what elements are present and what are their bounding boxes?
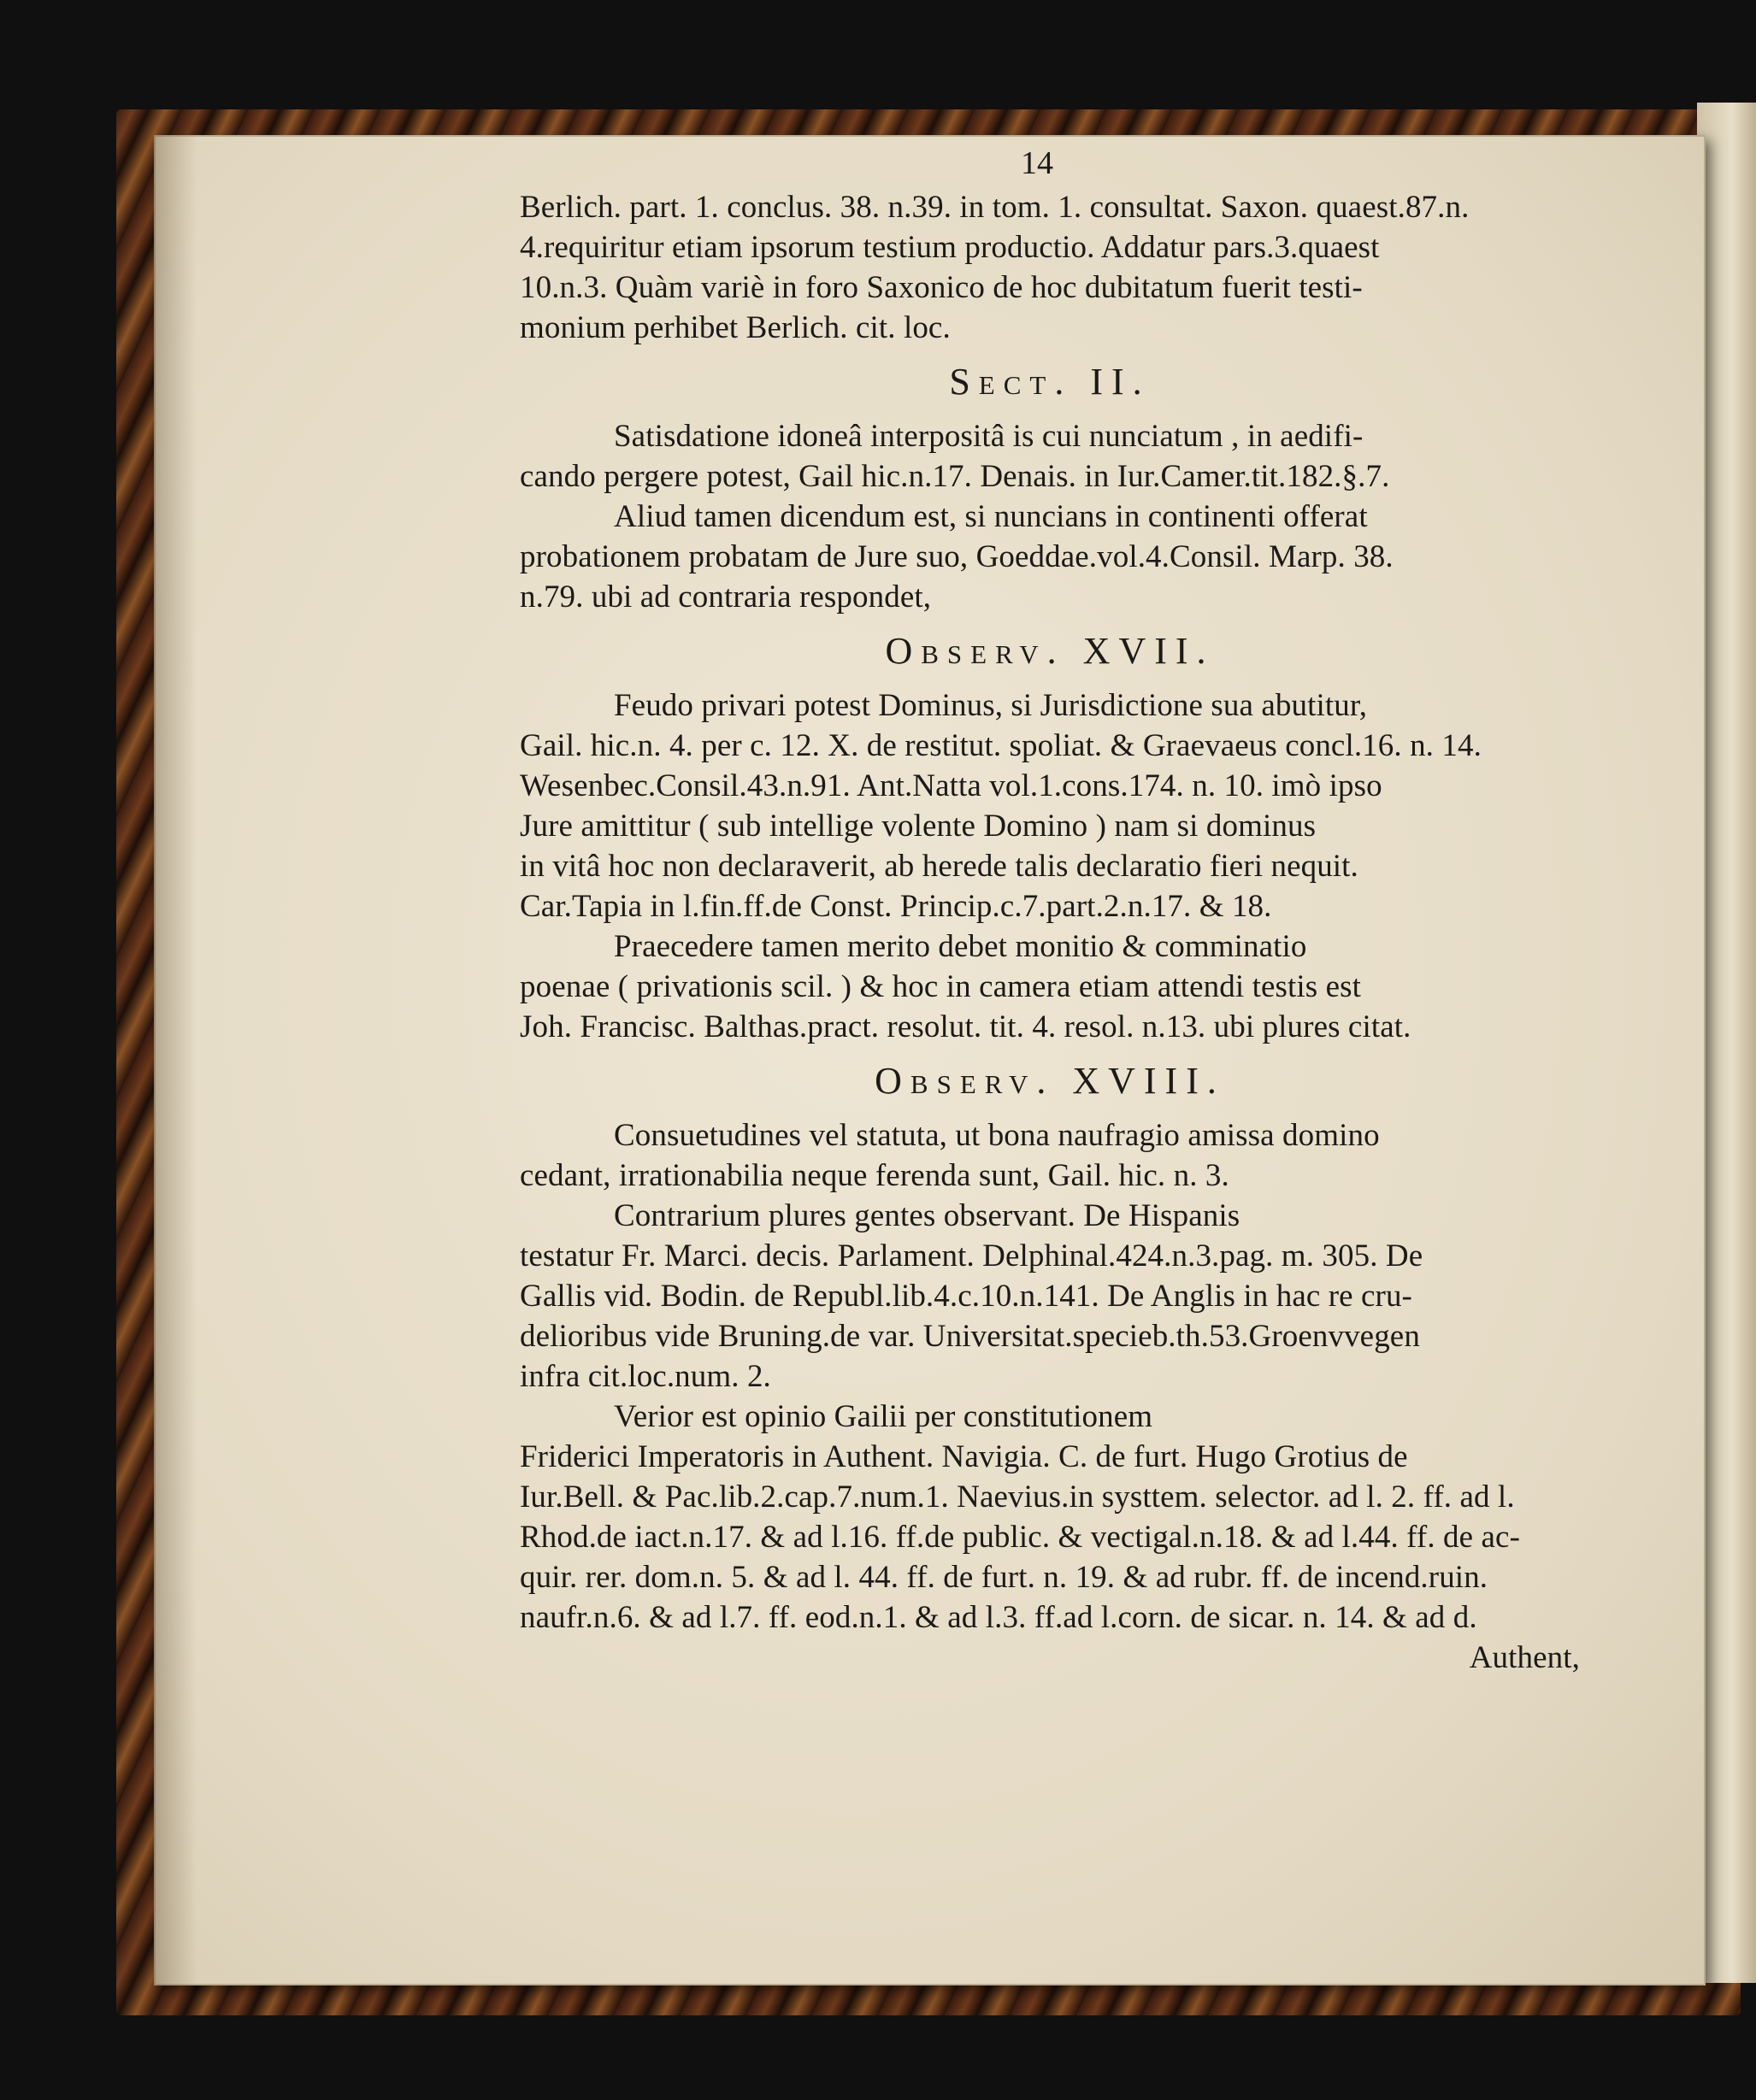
text-line: Berlich. part. 1. conclus. 38. n.39. in tom. 1. consultat. Saxon. quaest.87.n. bbox=[520, 190, 1470, 225]
text-line: Verior est opinio Gailii per constitutionem bbox=[614, 1399, 1153, 1434]
page-gutter-shadow bbox=[154, 135, 197, 1985]
text-line: Consuetudines vel statuta, ut bona naufragio amissa domino bbox=[614, 1118, 1380, 1153]
facing-page-edge bbox=[1697, 103, 1756, 1983]
text-line: Wesenbec.Consil.43.n.91. Ant.Natta vol.1.cons.174. n. 10. imò ipso bbox=[520, 768, 1382, 803]
text-line: 4.requiritur etiam ipsorum testium productio. Addatur pars.3.quaest bbox=[520, 230, 1380, 265]
text-line: Gallis vid. Bodin. de Republ.lib.4.c.10.n.141. De Anglis in hac re cru- bbox=[520, 1279, 1412, 1314]
text-line: Rhod.de iact.n.17. & ad l.16. ff.de public. & vectigal.n.18. & ad l.44. ff. de ac- bbox=[520, 1520, 1520, 1555]
text-body bbox=[520, 187, 1580, 1678]
text-line: cedant, irrationabilia neque ferenda sunt, Gail. hic. n. 3. bbox=[520, 1158, 1229, 1193]
text-line: n.79. ubi ad contraria respondet, bbox=[520, 579, 932, 615]
text-line: 10.n.3. Quàm variè in foro Saxonico de hoc dubitatum fuerit testi- bbox=[520, 270, 1363, 305]
text-line: Satisdatione idoneâ interpositâ is cui nunciatum , in aedifi- bbox=[614, 419, 1364, 454]
text-line: monium perhibet Berlich. cit. loc. bbox=[520, 310, 951, 345]
text-line: Car.Tapia in l.fin.ff.de Const. Princip.c.7.part.2.n.17. & 18. bbox=[520, 889, 1272, 924]
text-line: Gail. hic.n. 4. per c. 12. X. de restitut. spoliat. & Graevaeus concl.16. n. 14. bbox=[520, 728, 1482, 763]
section-heading: Observ. XVIII. bbox=[875, 1060, 1225, 1102]
section-heading: Observ. XVII. bbox=[885, 630, 1215, 672]
text-line: in vitâ hoc non declaraverit, ab herede talis declaratio fieri nequit. bbox=[520, 849, 1358, 884]
page-number: 14 bbox=[1021, 145, 1053, 181]
text-line: Jure amittitur ( sub intellige volente Domino ) nam si dominus bbox=[520, 809, 1317, 844]
text-line: cando pergere potest, Gail hic.n.17. Denais. in Iur.Camer.tit.182.§.7. bbox=[520, 459, 1390, 494]
text-line: naufr.n.6. & ad l.7. ff. eod.n.1. & ad l.3. ff.ad l.corn. de sicar. n. 14. & ad d. bbox=[520, 1600, 1477, 1635]
catchword: Authent, bbox=[1469, 1640, 1580, 1675]
text-line: Feudo privari potest Dominus, si Jurisdictione sua abutitur, bbox=[614, 688, 1368, 723]
text-line: Joh. Francisc. Balthas.pract. resolut. tit. 4. resol. n.13. ubi plures citat. bbox=[520, 1009, 1411, 1044]
text-line: testatur Fr. Marci. decis. Parlament. Delphinal.424.n.3.pag. m. 305. De bbox=[520, 1238, 1423, 1274]
text-line: Iur.Bell. & Pac.lib.2.cap.7.num.1. Naevius.in systtem. selector. ad l. 2. ff. ad l. bbox=[520, 1479, 1515, 1515]
text-line: probationem probatam de Jure suo, Goeddae.vol.4.Consil. Marp. 38. bbox=[520, 539, 1394, 574]
text-line: quir. rer. dom.n. 5. & ad l. 44. ff. de furt. n. 19. & ad rubr. ff. de incend.ruin. bbox=[520, 1560, 1488, 1595]
text-line: Friderici Imperatoris in Authent. Navigia. C. de furt. Hugo Grotius de bbox=[520, 1439, 1408, 1474]
text-line: Contrarium plures gentes observant. De Hispanis bbox=[614, 1198, 1240, 1233]
text-line: Aliud tamen dicendum est, si nuncians in continenti offerat bbox=[614, 499, 1368, 534]
text-line: infra cit.loc.num. 2. bbox=[520, 1359, 771, 1394]
text-line: poenae ( privationis scil. ) & hoc in camera etiam attendi testis est bbox=[520, 969, 1362, 1004]
text-line: Praecedere tamen merito debet monitio & comminatio bbox=[614, 929, 1307, 964]
text-line: delioribus vide Bruning.de var. Universitat.specieb.th.53.Groenvvegen bbox=[520, 1319, 1420, 1354]
page-text bbox=[520, 144, 1580, 1678]
section-heading: Sect. II. bbox=[949, 361, 1151, 403]
